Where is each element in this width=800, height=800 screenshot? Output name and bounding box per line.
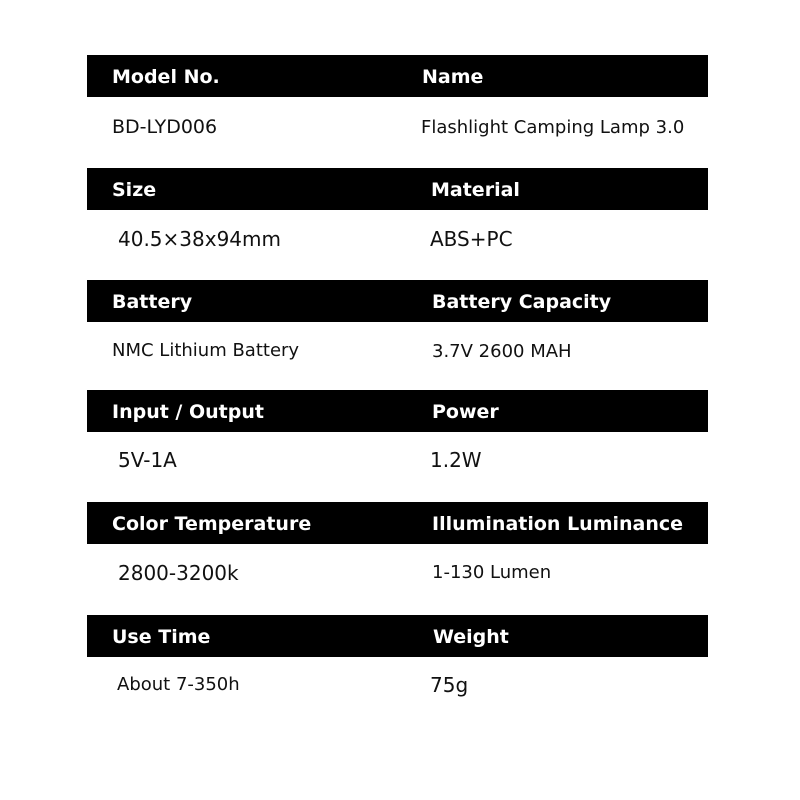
spec-value-weight: 75g: [430, 673, 469, 697]
spec-value-material: ABS+PC: [430, 227, 513, 251]
spec-label-size: Size: [112, 179, 157, 201]
spec-label-material: Material: [431, 179, 520, 201]
spec-label-model-no: Model No.: [112, 66, 220, 88]
spec-value-name: Flashlight Camping Lamp 3.0: [421, 117, 685, 138]
spec-table: [87, 0, 708, 800]
spec-value-power: 1.2W: [430, 448, 482, 472]
spec-label-power: Power: [432, 401, 499, 423]
spec-label-illumination-luminance: Illumination Luminance: [432, 513, 684, 535]
spec-value-illumination-luminance: 1-130 Lumen: [432, 562, 552, 583]
spec-label-battery: Battery: [112, 291, 193, 313]
spec-value-battery-capacity: 3.7V 2600 MAH: [432, 341, 572, 362]
spec-value-input-output: 5V-1A: [118, 448, 177, 472]
spec-label-weight: Weight: [433, 626, 509, 648]
spec-value-size: 40.5×38x94mm: [118, 227, 281, 251]
spec-label-battery-capacity: Battery Capacity: [432, 291, 612, 313]
spec-label-color-temperature: Color Temperature: [112, 513, 312, 535]
spec-value-use-time: About 7-350h: [117, 674, 240, 695]
spec-value-color-temperature: 2800-3200k: [118, 561, 239, 585]
spec-label-use-time: Use Time: [112, 626, 211, 648]
spec-header-bar: [87, 502, 708, 544]
spec-header-bar: [87, 280, 708, 322]
spec-header-bar: [87, 55, 708, 97]
spec-header-bar: [87, 168, 708, 210]
spec-header-bar: [87, 615, 708, 657]
spec-header-bar: [87, 390, 708, 432]
spec-value-battery: NMC Lithium Battery: [112, 340, 300, 361]
spec-value-model-no: BD-LYD006: [112, 116, 218, 138]
spec-label-input-output: Input / Output: [112, 401, 264, 423]
spec-label-name: Name: [422, 66, 484, 88]
